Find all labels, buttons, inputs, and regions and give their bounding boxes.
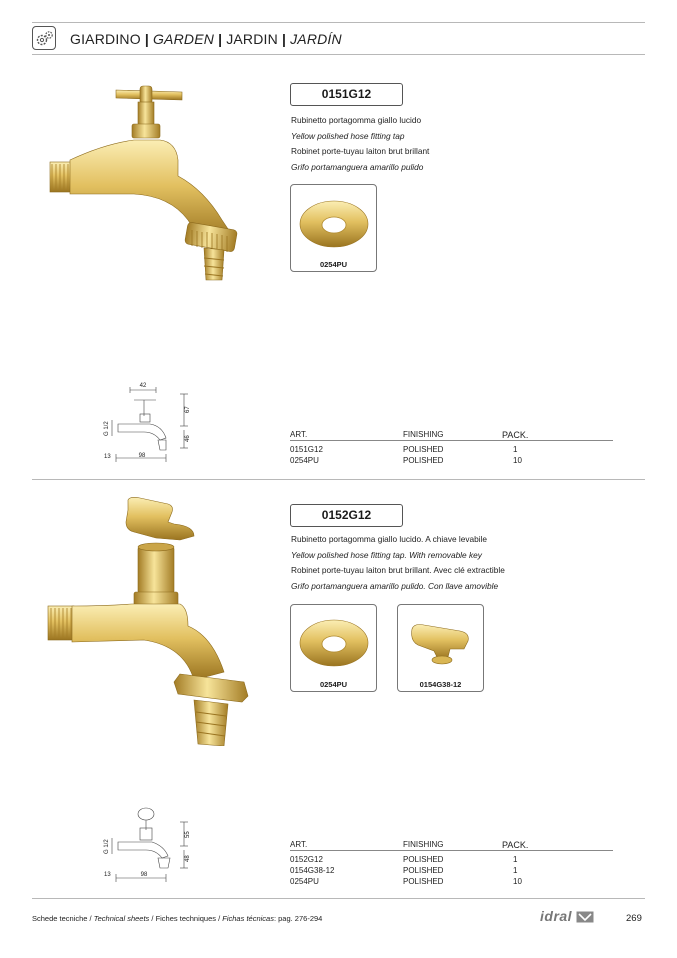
cell-art: 0152G12	[290, 855, 323, 864]
dim-thread: G 1/2	[104, 839, 110, 854]
rosette-icon	[291, 185, 378, 263]
accessory-card[interactable]	[397, 604, 484, 692]
cell-art: 0254PU	[290, 877, 319, 886]
table-row	[290, 444, 613, 455]
accessory-label: 0154G38-12	[419, 680, 462, 689]
accessory-label: 0254PU	[319, 260, 348, 269]
title-sep: |	[144, 31, 149, 47]
footer-reference	[32, 914, 322, 923]
header-bottom-rule	[32, 54, 645, 55]
logo-mark-icon	[576, 911, 594, 923]
key-icon	[398, 605, 485, 683]
brand-logo	[540, 908, 594, 924]
dim-low: 46	[185, 435, 191, 442]
th-pack: PACK.	[502, 430, 529, 440]
cell-finishing: POLISHED	[403, 855, 444, 864]
page-number: 269	[626, 913, 642, 924]
cell-pack: 1	[513, 866, 518, 875]
title-sep: |	[218, 31, 223, 47]
cell-finishing: POLISHED	[403, 445, 444, 454]
dim-low: 48	[185, 855, 191, 862]
gears-icon	[32, 26, 56, 50]
accessory-card[interactable]	[290, 604, 377, 692]
dim-base: 13	[104, 454, 111, 460]
footer-text: Schede tecniche /	[32, 914, 94, 923]
table-row	[290, 854, 613, 865]
dim-base: 13	[104, 872, 111, 878]
dimension-drawing	[100, 380, 196, 464]
title-sep: |	[281, 31, 287, 47]
desc-fr: Robinet porte-tuyau laiton brut brillant. Avec clé extractible	[291, 565, 505, 576]
table-row	[290, 865, 613, 876]
product-image-tap-1	[44, 80, 244, 285]
desc-es: Grifo portamanguera amarillo pulido	[291, 162, 424, 173]
cell-art: 0151G12	[290, 445, 323, 454]
footer-text: Fichas técnicas	[222, 914, 274, 923]
cell-finishing: POLISHED	[403, 456, 444, 465]
section-divider	[32, 479, 645, 480]
rosette-icon	[291, 605, 378, 683]
footer-text: Technical sheets	[93, 914, 150, 923]
product-table	[290, 429, 613, 466]
footer-text: : pag. 276-294	[273, 914, 323, 923]
th-pack: PACK.	[502, 840, 529, 850]
dim-side: 55	[185, 831, 191, 838]
title-es: JARDÍN	[290, 31, 342, 47]
dim-side: 67	[185, 406, 191, 413]
desc-fr: Robinet porte-tuyau laiton brut brillant	[291, 146, 430, 157]
dim-len: 98	[140, 872, 148, 878]
title-fr: JARDIN	[226, 31, 278, 47]
product-description	[291, 532, 505, 595]
header-top-rule	[32, 22, 645, 23]
footer-rule	[32, 898, 645, 899]
desc-es: Grifo portamanguera amarillo pulido. Con llave amovible	[291, 581, 499, 592]
product-table	[290, 839, 613, 887]
th-finishing: FINISHING	[403, 840, 444, 849]
table-header	[290, 429, 613, 441]
cell-finishing: POLISHED	[403, 866, 444, 875]
footer-text: / Fiches techniques /	[149, 914, 223, 923]
logo-text: idral	[540, 908, 573, 924]
desc-en: Yellow polished hose fitting tap. With removable key	[291, 549, 482, 560]
table-row	[290, 455, 613, 466]
dim-top: 42	[139, 383, 147, 389]
dim-len: 98	[138, 453, 146, 459]
cell-finishing: POLISHED	[403, 877, 444, 886]
th-art: ART.	[290, 430, 308, 439]
table-row	[290, 876, 613, 887]
cell-pack: 10	[513, 456, 522, 465]
cell-pack: 10	[513, 877, 522, 886]
cell-pack: 1	[513, 445, 518, 454]
product-code-box: 0152G12	[290, 504, 403, 527]
product-code-box: 0151G12	[290, 83, 403, 106]
th-art: ART.	[290, 840, 308, 849]
product-description	[291, 113, 429, 176]
dimension-drawing	[100, 800, 196, 884]
accessory-label: 0254PU	[319, 680, 348, 689]
product-image-tap-2	[44, 496, 254, 746]
section-title	[70, 31, 342, 47]
desc-it: Rubinetto portagomma giallo lucido. A chiave levabile	[291, 534, 488, 544]
title-it: GIARDINO	[70, 31, 141, 47]
accessory-card[interactable]	[290, 184, 377, 272]
cell-art: 0254PU	[290, 456, 319, 465]
cell-pack: 1	[513, 855, 518, 864]
desc-it: Rubinetto portagomma giallo lucido	[291, 115, 422, 125]
cell-art: 0154G38-12	[290, 866, 335, 875]
table-header	[290, 839, 613, 851]
title-en: GARDEN	[152, 31, 215, 47]
dim-thread: G 1/2	[104, 421, 110, 436]
desc-en: Yellow polished hose fitting tap	[291, 130, 405, 141]
th-finishing: FINISHING	[403, 430, 444, 439]
